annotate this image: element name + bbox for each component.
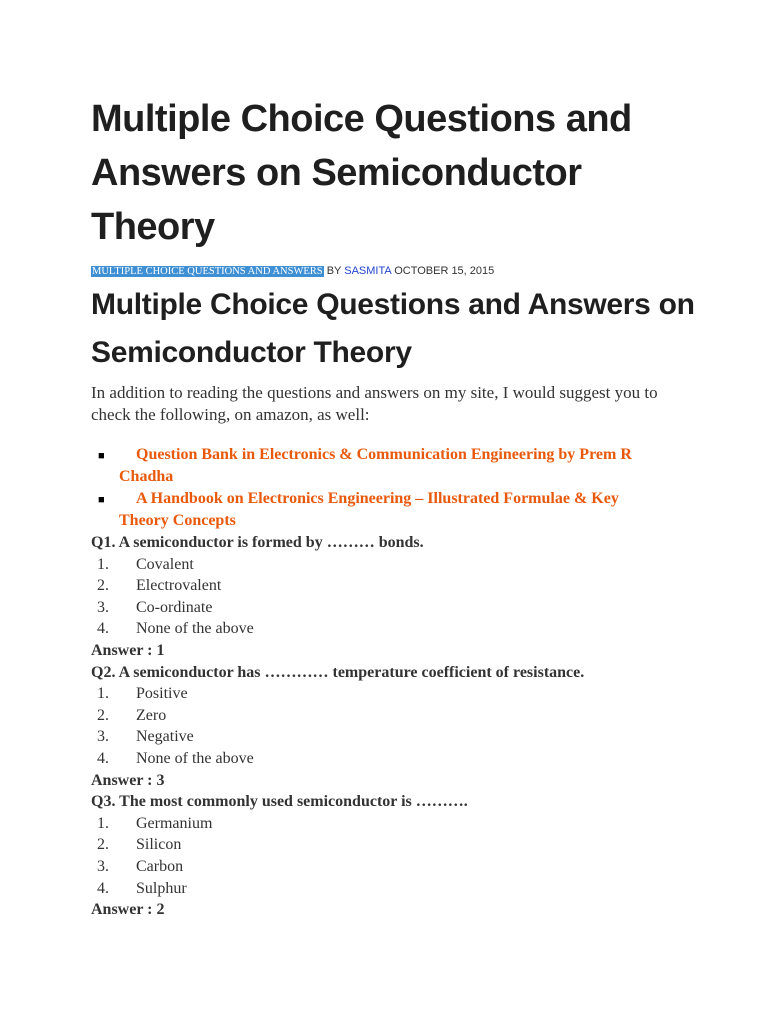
option-number: 3. [97, 728, 109, 746]
option-number: 3. [97, 598, 109, 616]
author-link[interactable]: SASMITA [344, 265, 392, 277]
book-link-handbook[interactable]: A Handbook on Electronics Engineering – Illustrated Formulae & Key Theory Concepts [119, 490, 619, 529]
option-item [91, 726, 731, 748]
options-list-1 [91, 554, 731, 640]
option-number: 1. [97, 685, 109, 703]
book-list-item [91, 444, 671, 488]
questions-section [91, 532, 731, 921]
option-number: 4. [97, 749, 109, 767]
article-heading: Multiple Choice Questions and Answers on Semiconductor Theory [91, 288, 695, 369]
intro-paragraph: In addition to reading the questions and answers on my site, I would suggest you to check the following, on amazon, as well: [91, 383, 658, 424]
option-text: Silicon [136, 836, 182, 854]
book-list [91, 444, 671, 532]
option-number: 2. [97, 836, 109, 854]
question-1: Q1. A semiconductor is formed by ……… bonds. [91, 534, 424, 551]
option-text: Negative [136, 728, 194, 746]
option-text: Carbon [136, 857, 184, 875]
option-number: 1. [97, 814, 109, 832]
option-item [91, 575, 731, 597]
book-list-item [91, 488, 671, 532]
option-item [91, 705, 731, 727]
by-label: BY [326, 265, 342, 277]
option-text: Positive [136, 685, 188, 703]
category-link[interactable]: MULTIPLE CHOICE QUESTIONS AND ANSWERS [92, 266, 323, 277]
option-text: Electrovalent [136, 577, 222, 595]
option-item [91, 597, 731, 619]
question-2: Q2. A semiconductor has ………… temperature coefficient of resistance. [91, 663, 585, 681]
option-text: Co-ordinate [136, 598, 213, 616]
answer-3: Answer : 2 [91, 901, 165, 919]
options-list-2 [91, 683, 731, 769]
option-item [91, 878, 731, 900]
option-item [91, 554, 731, 576]
option-number: 3. [97, 857, 109, 875]
bullet-icon: ■ [98, 450, 105, 462]
option-item [91, 683, 731, 705]
option-text: Zero [136, 706, 167, 724]
option-text: None of the above [136, 620, 254, 638]
option-item [91, 748, 731, 770]
option-number: 1. [97, 555, 109, 573]
answer-1: Answer : 1 [91, 641, 165, 659]
book-link-question-bank[interactable]: Question Bank in Electronics & Communication Engineering by Prem R Chadha [119, 446, 632, 485]
options-list-3 [91, 813, 731, 899]
option-text: Covalent [136, 555, 194, 573]
page-title: Multiple Choice Questions and Answers on Semiconductor Theory [91, 98, 632, 248]
post-date: OCTOBER 15, 2015 [394, 265, 495, 277]
post-meta [91, 264, 494, 279]
option-item [91, 856, 731, 878]
option-item [91, 813, 731, 835]
question-3: Q3. The most commonly used semiconductor is ………. [91, 793, 468, 811]
option-number: 4. [97, 620, 109, 638]
option-item [91, 618, 731, 640]
option-text: Sulphur [136, 879, 187, 897]
option-number: 2. [97, 577, 109, 595]
option-item [91, 834, 731, 856]
option-number: 4. [97, 879, 109, 897]
bullet-icon: ■ [98, 494, 105, 506]
option-number: 2. [97, 706, 109, 724]
option-text: None of the above [136, 749, 254, 767]
answer-2: Answer : 3 [91, 771, 165, 789]
option-text: Germanium [136, 814, 213, 832]
